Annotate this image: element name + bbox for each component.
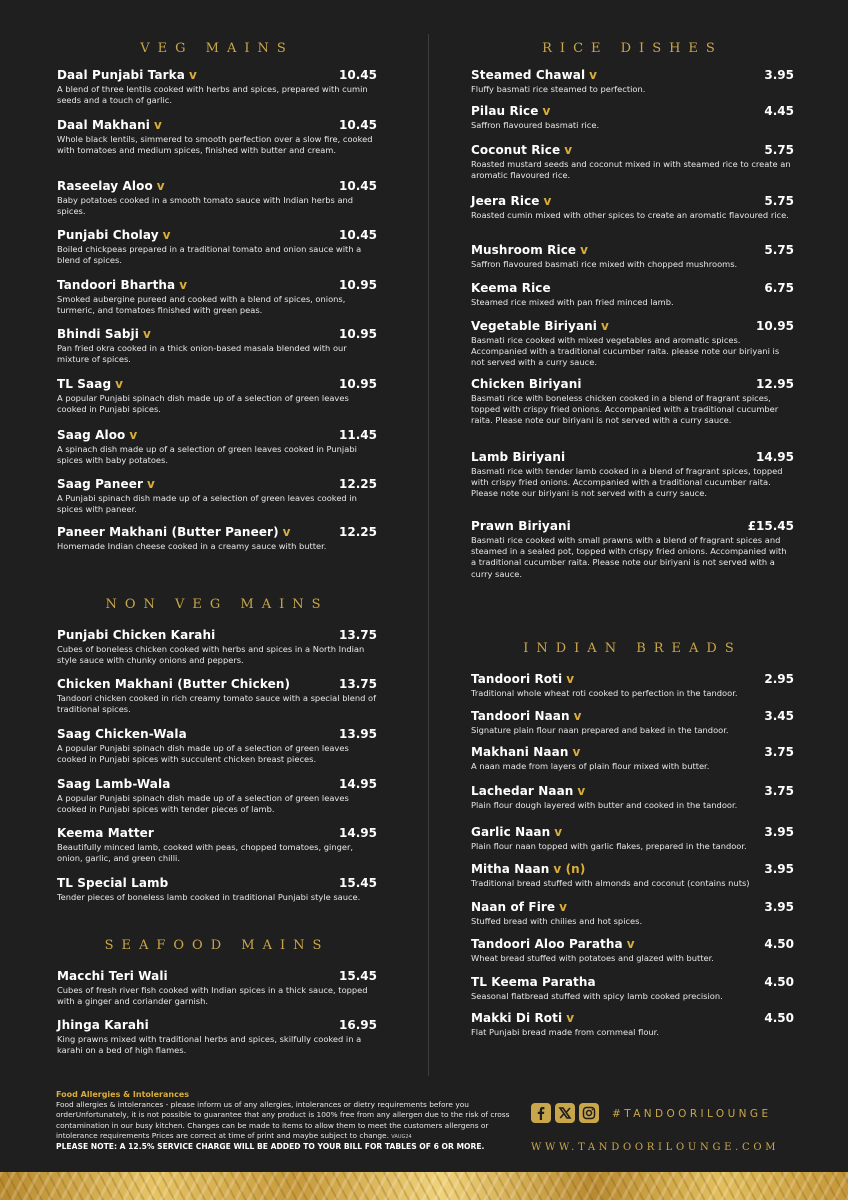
vegetarian-marker: v [153, 118, 162, 132]
menu-item-name [57, 525, 291, 539]
menu-item-description: Basmati rice with boneless chicken cooked in a blend of fragrant spices, topped with crispy fried onions. Accompanied with a traditional cucumber raita. Please note our biriyani is not served with a curry sauce. [471, 393, 779, 426]
menu-item-description: A blend of three lentils cooked with herbs and spices, prepared with cumin seeds and a touch of garlic. [57, 84, 368, 106]
menu-item-price: 10.95 [339, 278, 377, 292]
menu-item-title: Daal Punjabi Tarka [57, 68, 185, 82]
menu-item-description: Signature plain flour naan prepared and baked in the tandoor. [471, 725, 729, 735]
menu-item [471, 281, 794, 308]
menu-item-price: 12.25 [339, 525, 377, 539]
menu-item-header [57, 525, 377, 539]
menu-item [471, 672, 794, 699]
menu-item-title: Saag Chicken-Wala [57, 727, 187, 741]
menu-item-name [57, 377, 123, 391]
vegetarian-marker: v [580, 243, 589, 257]
vegetarian-marker: v [564, 143, 573, 157]
menu-item-description: Plain flour dough layered with butter and cooked in the tandoor. [471, 800, 738, 810]
menu-item-title: Chicken Makhani (Butter Chicken) [57, 677, 291, 691]
menu-item-price: 12.95 [756, 377, 794, 391]
menu-item-header [57, 628, 377, 642]
menu-item-title: Punjabi Chicken Karahi [57, 628, 216, 642]
menu-item-name [471, 194, 551, 208]
vegetarian-marker: v [162, 228, 171, 242]
menu-item [471, 1011, 794, 1038]
menu-item-description: Basmati rice cooked with mixed vegetables and aromatic spices. Accompanied with a traditional cucumber raita. please note our biriyani is not served with a curry sauce. [471, 335, 780, 368]
menu-item-title: Mushroom Rice [471, 243, 577, 257]
menu-item-title: Saag Aloo [57, 428, 126, 442]
menu-item-name [471, 319, 609, 333]
menu-item-name [471, 377, 582, 391]
menu-item-name [57, 727, 187, 741]
menu-item-name [471, 1011, 574, 1025]
menu-item-title: Jeera Rice [471, 194, 540, 208]
menu-item-title: Punjabi Cholay [57, 228, 159, 242]
menu-item-description: A popular Punjabi spinach dish made up of a selection of green leaves cooked in Punjabi spices with succulent chicken breast pieces. [57, 743, 349, 765]
menu-item [57, 969, 377, 1007]
menu-item [57, 118, 377, 156]
x-icon[interactable] [555, 1103, 575, 1123]
vegetarian-marker: v [554, 825, 563, 839]
menu-item-title: Saag Lamb-Wala [57, 777, 171, 791]
menu-item-header [57, 477, 377, 491]
menu-item-price: 10.95 [756, 319, 794, 333]
menu-item-name [57, 228, 171, 242]
menu-item-header [471, 194, 794, 208]
social-links [531, 1103, 599, 1123]
vegetarian-marker: v [115, 377, 124, 391]
menu-item [57, 477, 377, 515]
menu-item [471, 377, 794, 427]
menu-item [57, 727, 377, 765]
menu-item-price: 4.50 [764, 937, 794, 951]
menu-item-price: 15.45 [339, 969, 377, 983]
menu-item-name [57, 327, 151, 341]
menu-item-description: Fluffy basmati rice steamed to perfection. [471, 84, 646, 94]
menu-item [471, 519, 794, 580]
menu-item-header [471, 519, 794, 533]
menu-item-description: Smoked aubergine pureed and cooked with a blend of spices, onions, turmeric, and tomatoes finished with green peas. [57, 294, 346, 316]
menu-item-title: Steamed Chawal [471, 68, 586, 82]
hashtag: #TANDOORILOUNGE [612, 1108, 772, 1120]
menu-item-description: Stuffed bread with chilies and hot spices. [471, 916, 643, 926]
menu-item-name [471, 281, 551, 295]
menu-item-price: 15.45 [339, 876, 377, 890]
menu-item-title: Garlic Naan [471, 825, 551, 839]
menu-item-price: 3.95 [764, 862, 794, 876]
menu-item-description: A Punjabi spinach dish made up of a selection of green leaves cooked in spices with paneer. [57, 493, 357, 515]
menu-item-title: Makhani Naan [471, 745, 569, 759]
menu-item-description: Whole black lentils, simmered to smooth perfection over a slow fire, cooked with tomatoes and medium spices, finished with butter and cream. [57, 134, 373, 156]
menu-item-title: Mitha Naan [471, 862, 550, 876]
menu-item-name [471, 450, 565, 464]
menu-item-price: 13.75 [339, 677, 377, 691]
menu-item [57, 68, 377, 106]
menu-item-price: 10.95 [339, 377, 377, 391]
menu-item-name [57, 969, 168, 983]
rice-dishes-heading: RICE DISHES [542, 41, 723, 56]
vegetarian-marker: v [142, 327, 151, 341]
menu-item-price: 4.50 [764, 1011, 794, 1025]
menu-item-description: Pan fried okra cooked in a thick onion-based masala blended with our mixture of spices. [57, 343, 347, 365]
menu-item-price: 3.95 [764, 900, 794, 914]
menu-item-title: TL Keema Paratha [471, 975, 596, 989]
menu-item-name [57, 826, 154, 840]
menu-item-header [471, 745, 794, 759]
website-link[interactable]: WWW.TANDOORILOUNGE.COM [531, 1142, 780, 1153]
menu-item [57, 876, 377, 903]
menu-item-title: Chicken Biriyani [471, 377, 582, 391]
vegetarian-marker: v [573, 709, 582, 723]
menu-item-description: Flat Punjabi bread made from cornmeal flour. [471, 1027, 659, 1037]
menu-item-header [57, 179, 377, 193]
menu-item-price: 5.75 [764, 243, 794, 257]
menu-item-title: Jhinga Karahi [57, 1018, 149, 1032]
indian-breads-heading: INDIAN BREADS [523, 641, 742, 656]
menu-item-name [471, 862, 585, 876]
menu-item-description: A naan made from layers of plain flour mixed with butter. [471, 761, 710, 771]
menu-item-name [471, 937, 635, 951]
menu-item-header [471, 243, 794, 257]
menu-item [471, 194, 794, 221]
menu-item-price: 3.95 [764, 825, 794, 839]
menu-item-header [57, 278, 377, 292]
menu-item [471, 784, 794, 811]
menu-item-price: 10.45 [339, 179, 377, 193]
menu-item-description: Saffron flavoured basmati rice. [471, 120, 600, 130]
menu-item-description: King prawns mixed with traditional herbs and spices, skilfully cooked in a karahi on a bed of high flames. [57, 1034, 362, 1056]
menu-item-price: 3.75 [764, 784, 794, 798]
column-divider [428, 34, 429, 1076]
menu-item-name [57, 428, 137, 442]
menu-item-title: Tandoori Naan [471, 709, 570, 723]
menu-item-header [471, 900, 794, 914]
menu-item-description: Wheat bread stuffed with potatoes and glazed with butter. [471, 953, 714, 963]
menu-item-name [471, 672, 574, 686]
menu-item-name [471, 745, 580, 759]
menu-item-name [471, 143, 572, 157]
menu-item-title: Makki Di Roti [471, 1011, 563, 1025]
menu-item [471, 862, 794, 889]
menu-item-price: 14.95 [339, 777, 377, 791]
vegetarian-marker: v [572, 745, 581, 759]
menu-item [57, 278, 377, 316]
menu-item-name [57, 477, 155, 491]
vegetarian-marker: v [589, 68, 598, 82]
menu-item-title: Pilau Rice [471, 104, 539, 118]
menu-item-header [57, 377, 377, 391]
menu-item-name [471, 975, 596, 989]
allergy-title: Food Allergies & Intolerances [56, 1090, 190, 1099]
menu-item-name [471, 900, 567, 914]
menu-item-header [471, 143, 794, 157]
menu-item-price: 4.50 [764, 975, 794, 989]
menu-item-title: Bhindi Sabji [57, 327, 139, 341]
vegetarian-marker: v [566, 672, 575, 686]
menu-item-price: 12.25 [339, 477, 377, 491]
menu-item-header [471, 450, 794, 464]
menu-item-description: Cubes of boneless chicken cooked with herbs and spices in a North Indian style sauce with chunky onions and peppers. [57, 644, 365, 666]
menu-item-name [57, 777, 170, 791]
menu-item-title: Tandoori Roti [471, 672, 563, 686]
menu-item-header [57, 327, 377, 341]
menu-item-price: 13.75 [339, 628, 377, 642]
menu-item [471, 825, 794, 852]
menu-item-header [471, 104, 794, 118]
menu-item [471, 143, 794, 181]
gold-foil-strip [0, 1172, 848, 1200]
menu-item [471, 104, 794, 131]
menu-item [471, 975, 794, 1002]
menu-item-title: Prawn Biriyani [471, 519, 571, 533]
vegetarian-marker: v [282, 525, 291, 539]
menu-item-name [471, 68, 597, 82]
menu-item-name [471, 825, 562, 839]
allergy-text: Food allergies & intolerances - please inform us of any allergies, intolerances or dietry requirements before you orderUnfortunately, it is not possible to guarantee that any product is 100% free from any allergen due to the risk of cross contamination in our busy kitchen. Changes can be made to items to allow them to meet the customers allergens or intolerance requirements Prices are correct at time of print and maybe subject to change. [56, 1100, 510, 1140]
menu-item-header [57, 777, 377, 791]
menu-item-header [57, 969, 377, 983]
menu-item-price: 14.95 [339, 826, 377, 840]
menu-item-name [471, 519, 571, 533]
menu-item [57, 327, 377, 365]
menu-item [57, 228, 377, 266]
menu-item-name [57, 118, 162, 132]
vegetarian-marker: v [577, 784, 586, 798]
menu-item [471, 745, 794, 772]
menu-item [471, 243, 794, 270]
vegetarian-marker: v (n) [553, 862, 586, 876]
menu-item-description: A spinach dish made up of a selection of green leaves cooked in Punjabi spices with baby potatoes. [57, 444, 357, 466]
menu-item-price: 3.75 [764, 745, 794, 759]
menu-item-price: 5.75 [764, 194, 794, 208]
menu-item-title: Keema Matter [57, 826, 154, 840]
menu-item-title: Tandoori Aloo Paratha [471, 937, 623, 951]
menu-item-title: Coconut Rice [471, 143, 561, 157]
vegetarian-marker: v [559, 900, 568, 914]
menu-item-header [471, 377, 794, 391]
menu-item [57, 1018, 377, 1056]
vegetarian-marker: v [147, 477, 155, 491]
vegetarian-marker: v [566, 1011, 575, 1025]
menu-item-header [57, 876, 377, 890]
menu-item-name [471, 784, 585, 798]
menu-item [471, 937, 794, 964]
menu-item [57, 628, 377, 666]
menu-item-name [471, 243, 588, 257]
menu-item [471, 68, 794, 95]
version-code: VAUG24 [391, 1133, 412, 1140]
menu-item-name [57, 278, 187, 292]
vegetarian-marker: v [543, 194, 552, 208]
menu-item-title: Lamb Biriyani [471, 450, 566, 464]
menu-item-description: Boiled chickpeas prepared in a traditional tomato and onion sauce with a blend of spices. [57, 244, 362, 266]
menu-item-price: 10.95 [339, 327, 377, 341]
menu-item [471, 319, 794, 369]
menu-item-title: Daal Makhani [57, 118, 150, 132]
menu-item-price: 11.45 [339, 428, 377, 442]
menu-item-description: Seasonal flatbread stuffed with spicy lamb cooked precision. [471, 991, 723, 1001]
menu-item-price: 13.95 [339, 727, 377, 741]
vegetarian-marker: v [542, 104, 551, 118]
menu-item-header [471, 825, 794, 839]
menu-item-price: 10.45 [339, 118, 377, 132]
menu-item-name [57, 677, 290, 691]
menu-item-title: Tandoori Bhartha [57, 278, 176, 292]
menu-item-price: 6.75 [764, 281, 794, 295]
menu-item [471, 709, 794, 736]
menu-item-description: Traditional bread stuffed with almonds and coconut (contains nuts) [471, 878, 750, 888]
menu-item-title: TL Special Lamb [57, 876, 169, 890]
menu-item-price: 4.45 [764, 104, 794, 118]
vegetarian-marker: v [129, 428, 138, 442]
menu-item-description: A popular Punjabi spinach dish made up of a selection of green leaves cooked in Punjabi spices. [57, 393, 349, 415]
menu-item-description: Plain flour naan topped with garlic flakes, prepared in the tandoor. [471, 841, 747, 851]
menu-item-title: Raseelay Aloo [57, 179, 153, 193]
facebook-icon[interactable] [531, 1103, 551, 1123]
menu-item [57, 428, 377, 466]
veg-mains-heading: VEG MAINS [140, 41, 294, 56]
menu-item-header [471, 281, 794, 295]
menu-item-title: Paneer Makhani (Butter Paneer) [57, 525, 279, 539]
menu-item-title: Saag Paneer [57, 477, 144, 491]
instagram-icon[interactable] [579, 1103, 599, 1123]
vegetarian-marker: v [156, 179, 165, 193]
menu-item [471, 450, 794, 500]
menu-item-header [57, 1018, 377, 1032]
menu-item-header [57, 228, 377, 242]
menu-item-name [471, 709, 582, 723]
menu-item-description: Cubes of fresh river fish cooked with Indian spices in a thick sauce, topped with a ginger and coriander garnish. [57, 985, 368, 1007]
menu-item-name [57, 68, 197, 82]
menu-item-description: Basmati rice with tender lamb cooked in a blend of fragrant spices, topped with crispy fried onions. Accompanied with a traditional cucumber raita. Please note our biriyani is not served with a curry sauce. [471, 466, 783, 499]
menu-item-price: 3.95 [764, 68, 794, 82]
menu-item-header [57, 727, 377, 741]
menu-item [57, 826, 377, 864]
non-veg-mains-heading: NON VEG MAINS [105, 597, 329, 612]
menu-item [57, 677, 377, 715]
menu-item-header [57, 677, 377, 691]
vegetarian-marker: v [601, 319, 609, 333]
menu-item-title: Vegetable Biriyani [471, 319, 598, 333]
menu-item-description: Steamed rice mixed with pan fried minced lamb. [471, 297, 674, 307]
menu-item-price: 10.45 [339, 228, 377, 242]
menu-item-price: £15.45 [747, 519, 794, 533]
menu-item-title: Lachedar Naan [471, 784, 574, 798]
menu-item [57, 179, 377, 217]
menu-item-title: Naan of Fire [471, 900, 556, 914]
service-charge-note: PLEASE NOTE: A 12.5% SERVICE CHARGE WILL BE ADDED TO YOUR BILL FOR TABLES OF 6 OR MORE. [56, 1142, 485, 1152]
menu-item-name [57, 1018, 149, 1032]
menu-item-description: Traditional whole wheat roti cooked to perfection in the tandoor. [471, 688, 738, 698]
menu-item-description: Baby potatoes cooked in a smooth tomato sauce with Indian herbs and spices. [57, 195, 354, 217]
menu-item-header [471, 1011, 794, 1025]
vegetarian-marker: v [626, 937, 635, 951]
menu-item-title: Macchi Teri Wali [57, 969, 168, 983]
menu-item-description: Tender pieces of boneless lamb cooked in traditional Punjabi style sauce. [57, 892, 361, 902]
menu-item-price: 16.95 [339, 1018, 377, 1032]
menu-item-header [471, 672, 794, 686]
menu-item-price: 2.95 [764, 672, 794, 686]
menu-item-price: 14.95 [756, 450, 794, 464]
menu-item-price: 5.75 [764, 143, 794, 157]
menu-item-description: Roasted mustard seeds and coconut mixed in with steamed rice to create an aromatic flavoured rice. [471, 159, 791, 181]
menu-item [57, 377, 377, 415]
menu-item [57, 525, 377, 552]
menu-item [471, 900, 794, 927]
vegetarian-marker: v [179, 278, 188, 292]
menu-item-description: Beautifully minced lamb, cooked with peas, chopped tomatoes, ginger, onion, garlic, and green chilli. [57, 842, 354, 864]
menu-item-name [57, 876, 168, 890]
seafood-mains-heading: SEAFOOD MAINS [104, 938, 330, 953]
menu-item-header [471, 975, 794, 989]
menu-item-header [471, 68, 794, 82]
menu-item-description: Homemade Indian cheese cooked in a creamy sauce with butter. [57, 541, 327, 551]
menu-item-price: 3.45 [764, 709, 794, 723]
menu-item-header [57, 118, 377, 132]
menu-item-header [471, 319, 794, 333]
menu-item-description: Saffron flavoured basmati rice mixed with chopped mushrooms. [471, 259, 738, 269]
menu-item-description: A popular Punjabi spinach dish made up of a selection of green leaves cooked in Punjabi spices with tender pieces of lamb. [57, 793, 349, 815]
menu-item-title: Keema Rice [471, 281, 551, 295]
menu-item-description: Roasted cumin mixed with other spices to create an aromatic flavoured rice. [471, 210, 789, 220]
menu-item-price: 10.45 [339, 68, 377, 82]
menu-item-description: Basmati rice cooked with small prawns with a blend of fragrant spices and steamed in a sealed pot, topped with crispy fried onions. Accompanied with a traditional cucumber raita. Please note our biriyani is not served with a curry sauce. [471, 535, 787, 579]
menu-item-name [57, 628, 215, 642]
menu-item [57, 777, 377, 815]
vegetarian-marker: v [188, 68, 197, 82]
menu-item-header [471, 784, 794, 798]
menu-item-name [471, 104, 550, 118]
menu-item-description: Tandoori chicken cooked in rich creamy tomato sauce with a special blend of traditional spices. [57, 693, 377, 715]
menu-item-header [57, 826, 377, 840]
menu-item-name [57, 179, 165, 193]
allergy-notice [56, 1090, 514, 1152]
menu-item-header [57, 428, 377, 442]
menu-item-header [57, 68, 377, 82]
menu-item-header [471, 937, 794, 951]
menu-item-header [471, 862, 794, 876]
menu-item-header [471, 709, 794, 723]
menu-item-title: TL Saag [57, 377, 112, 391]
